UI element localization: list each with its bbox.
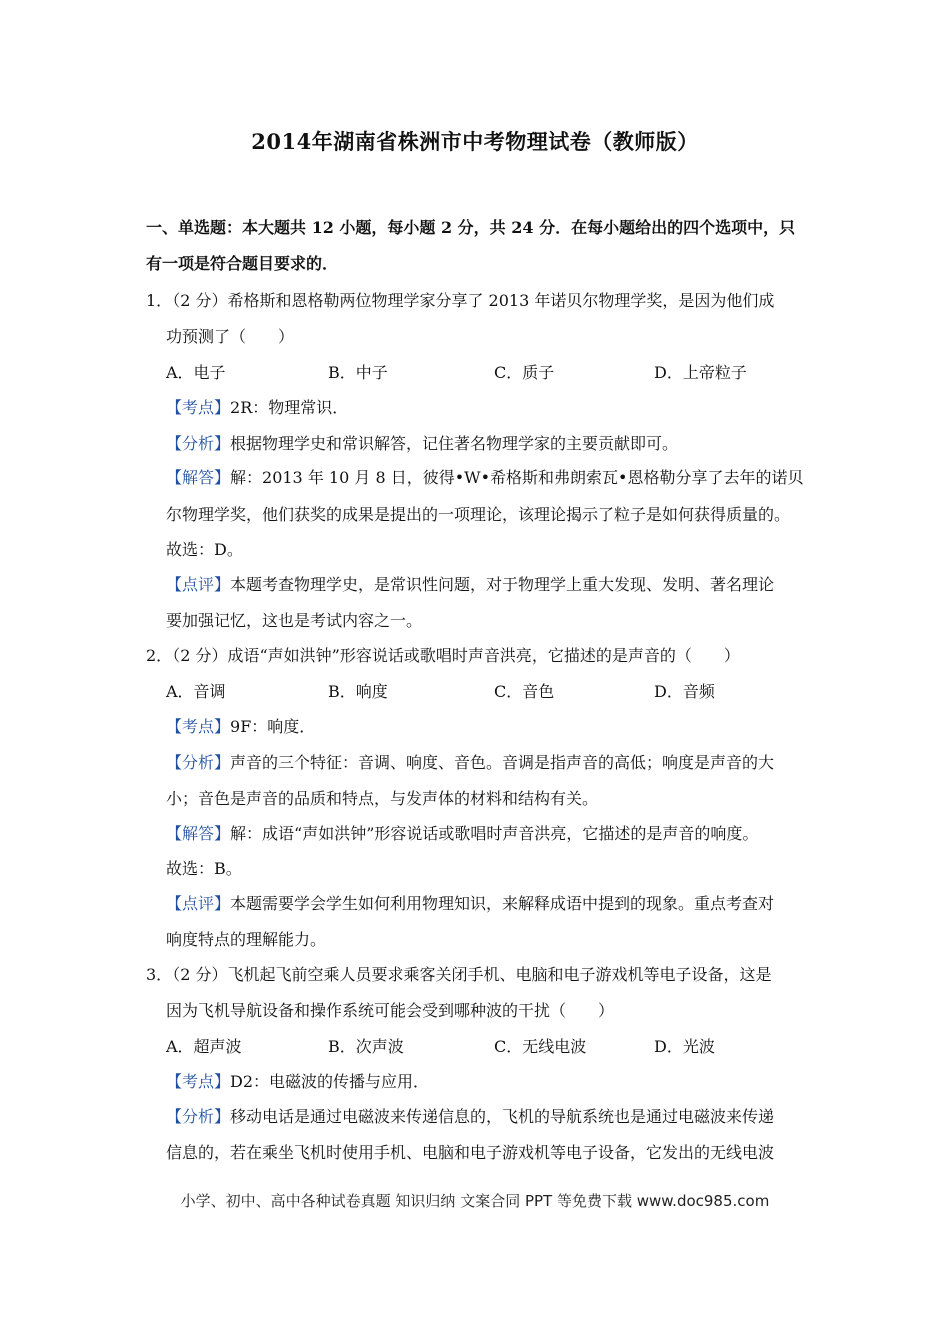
question-2-dianping-cont: 响度特点的理解能力。	[166, 930, 327, 949]
question-2-fenxi	[166, 752, 774, 774]
question-stem-text: （2 分）希格斯和恩格勒两位物理学家分享了 2013 年诺贝尔物理学奖，是因为他们成	[172, 291, 775, 310]
dianping-text: 本题考查物理学史，是常识性问题，对于物理学上重大发现、发明、著名理论	[230, 575, 775, 594]
question-number: 2．	[146, 646, 173, 665]
question-3-options	[166, 1036, 826, 1058]
option-b: B．中子	[328, 363, 388, 382]
dianping-tag: 【点评】	[166, 894, 231, 913]
document-title: 2014年湖南省株洲市中考物理试卷（教师版）	[251, 129, 699, 154]
question-number: 3．	[146, 965, 173, 984]
question-2-dianping	[166, 893, 774, 915]
question-1-dianping	[166, 574, 774, 596]
kaodian-tag: 【考点】	[166, 1072, 231, 1091]
option-d: D．音频	[654, 682, 715, 701]
question-number: 1．	[146, 291, 173, 310]
option-a: A．音调	[166, 682, 226, 701]
option-c: C．无线电波	[494, 1037, 587, 1056]
fenxi-text: 根据物理学史和常识解答，记住著名物理学家的主要贡献即可。	[230, 434, 679, 453]
question-3-fenxi-cont: 信息的，若在乘坐飞机时使用手机、电脑和电子游戏机等电子设备，它发出的无线电波	[166, 1143, 775, 1162]
question-2-jieda	[166, 823, 758, 845]
question-1-stem	[146, 290, 774, 312]
page-footer: 小学、初中、高中各种试卷真题 知识归纳 文案合同 PPT 等免费下载 www.doc985.com	[180, 1192, 770, 1210]
question-3-fenxi	[166, 1106, 774, 1128]
fenxi-text: 声音的三个特征：音调、响度、音色。音调是指声音的高低；响度是声音的大	[230, 753, 775, 772]
question-2-jieda-answer: 故选：B。	[166, 859, 242, 878]
option-d: D．上帝粒子	[654, 363, 747, 382]
jieda-tag: 【解答】	[166, 468, 231, 487]
jieda-tag: 【解答】	[166, 824, 231, 843]
dianping-tag: 【点评】	[166, 575, 231, 594]
option-a: A．电子	[166, 363, 226, 382]
kaodian-text: 2R：物理常识．	[230, 398, 349, 417]
question-2-options	[166, 681, 826, 703]
jieda-text: 解：2013 年 10 月 8 日，彼得•W•希格斯和弗朗索瓦•恩格勒分享了去年的诺贝	[230, 468, 804, 487]
section-heading-line2: 有一项是符合题目要求的．	[146, 254, 339, 273]
question-1-options	[166, 362, 826, 384]
question-stem-text: （2 分）飞机起飞前空乘人员要求乘客关闭手机、电脑和电子游戏机等电子设备，这是	[172, 965, 772, 984]
fenxi-tag: 【分析】	[166, 753, 231, 772]
question-1-dianping-cont: 要加强记忆，这也是考试内容之一。	[166, 611, 423, 630]
question-1-jieda	[166, 467, 803, 489]
question-1-fenxi	[166, 433, 678, 455]
kaodian-tag: 【考点】	[166, 717, 231, 736]
kaodian-text: D2：电磁波的传播与应用．	[230, 1072, 430, 1091]
option-a: A．超声波	[166, 1037, 242, 1056]
question-3-stem	[146, 964, 771, 986]
question-2-stem	[146, 645, 740, 667]
fenxi-tag: 【分析】	[166, 1107, 231, 1126]
option-d: D．光波	[654, 1037, 715, 1056]
jieda-text: 解：成语“声如洪钟”形容说话或歌唱时声音洪亮，它描述的是声音的响度。	[230, 824, 759, 843]
option-c: C．音色	[494, 682, 555, 701]
question-3-stem-cont: 因为飞机导航设备和操作系统可能会受到哪种波的干扰（ ）	[166, 1001, 615, 1020]
fenxi-tag: 【分析】	[166, 434, 231, 453]
question-1-kaodian	[166, 397, 348, 419]
dianping-text: 本题需要学会学生如何利用物理知识，来解释成语中提到的现象。重点考查对	[230, 894, 775, 913]
question-2-kaodian	[166, 716, 315, 738]
kaodian-tag: 【考点】	[166, 398, 231, 417]
question-2-fenxi-cont: 小；音色是声音的品质和特点，与发声体的材料和结构有关。	[166, 789, 599, 808]
question-stem-text: （2 分）成语“声如洪钟”形容说话或歌唱时声音洪亮，它描述的是声音的（ ）	[172, 646, 740, 665]
kaodian-text: 9F：响度．	[230, 717, 316, 736]
question-1-stem-cont: 功预测了（ ）	[166, 327, 295, 346]
section-heading-line1: 一、单选题：本大题共 12 小题，每小题 2 分，共 24 分．在每小题给出的四个选项中，只	[146, 218, 796, 237]
option-c: C．质子	[494, 363, 555, 382]
fenxi-text: 移动电话是通过电磁波来传递信息的，飞机的导航系统也是通过电磁波来传递	[230, 1107, 775, 1126]
question-3-kaodian	[166, 1071, 429, 1093]
question-1-jieda-answer: 故选：D。	[166, 540, 243, 559]
option-b: B．次声波	[328, 1037, 404, 1056]
option-b: B．响度	[328, 682, 388, 701]
question-1-jieda-cont: 尔物理学奖，他们获奖的成果是提出的一项理论，该理论揭示了粒子是如何获得质量的。	[166, 505, 791, 524]
